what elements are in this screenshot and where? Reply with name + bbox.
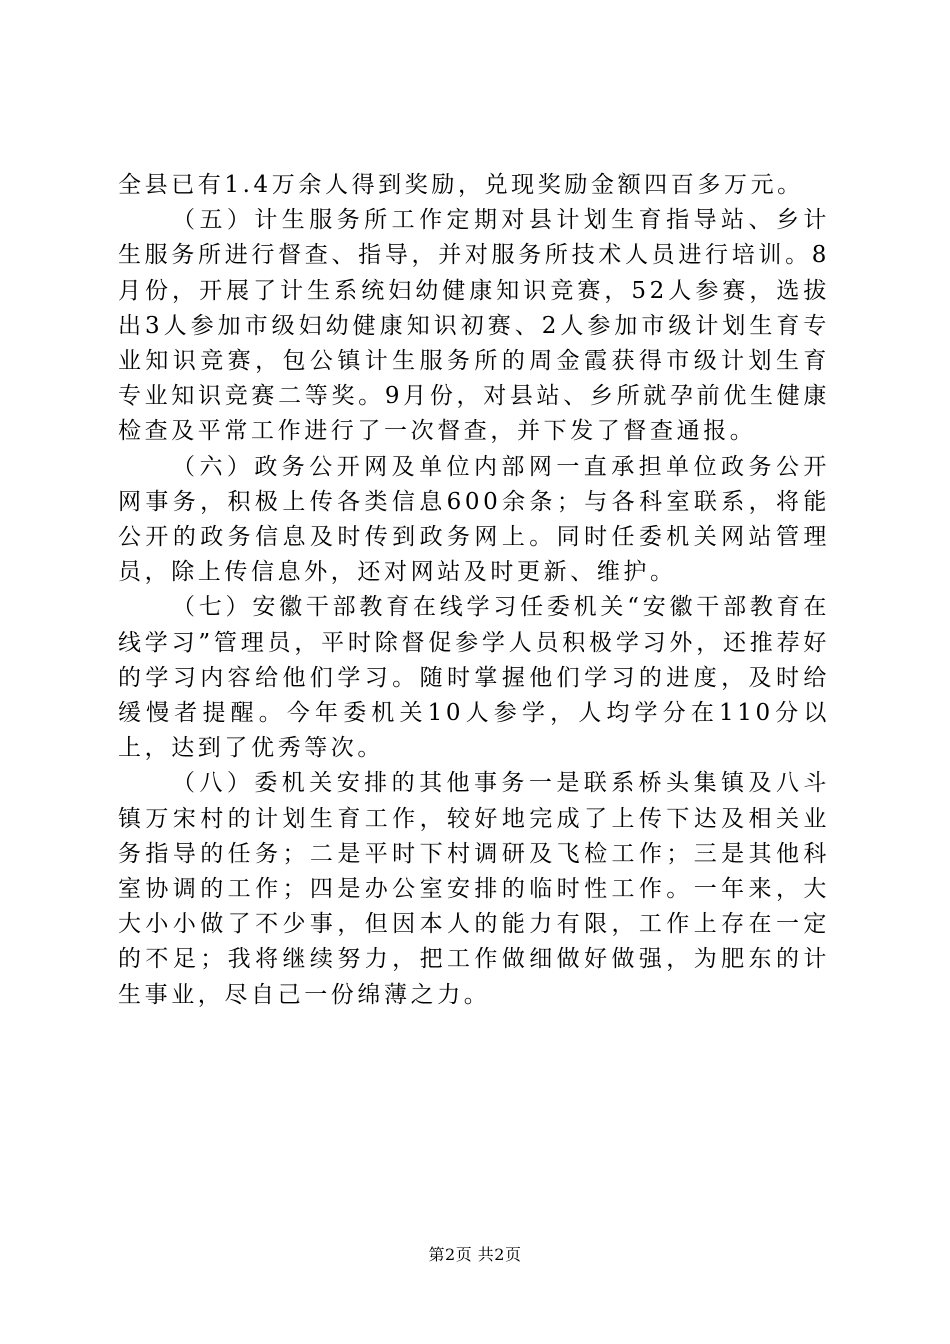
paragraph-other-affairs: （八）委机关安排的其他事务一是联系桥头集镇及八斗镇万宋村的计划生育工作，较好地完成了上传下达及相关业务指导的任务；二是平时下村调研及飞检工作；三是其他科室协调的工作；四是办公室安排的临时性工作。一年来，大大小小做了不少事，但因本人的能力有限，工作上存在一定的不足；我将继续努力，把工作做细做好做强，为肥东的计生事业，尽自己一份绵薄之力。	[118, 770, 830, 1008]
paragraph-service-station: （五）计生服务所工作定期对县计划生育指导站、乡计生服务所进行督查、指导，并对服务所技术人员进行培训。8月份，开展了计生系统妇幼健康知识竞赛，52人参赛，选拔出3人参加市级妇幼健康知识初赛、2人参加市级计划生育专业知识竞赛，包公镇计生服务所的周金霞获得市级计划生育专业知识竞赛二等奖。9月份，对县站、乡所就孕前优生健康检查及平常工作进行了一次督查，并下发了督查通报。	[118, 207, 830, 445]
paragraph-online-learning: （七）安徽干部教育在线学习任委机关“安徽干部教育在线学习”管理员，平时除督促参学人员积极学习外，还推荐好的学习内容给他们学习。随时掌握他们学习的进度，及时给缓慢者提醒。今年委机关10人参学，人均学分在110分以上，达到了优秀等次。	[118, 594, 830, 762]
paragraph-government-website: （六）政务公开网及单位内部网一直承担单位政务公开网事务，积极上传各类信息600余条；与各科室联系，将能公开的政务信息及时传到政务网上。同时任委机关网站管理员，除上传信息外，还对网站及时更新、维护。	[118, 453, 830, 586]
page-number-footer: 第2页 共2页	[428, 1245, 522, 1264]
paragraph-award-summary: 全县已有1.4万余人得到奖励，兑现奖励金额四百多万元。	[118, 172, 804, 198]
document-body	[118, 168, 830, 1013]
